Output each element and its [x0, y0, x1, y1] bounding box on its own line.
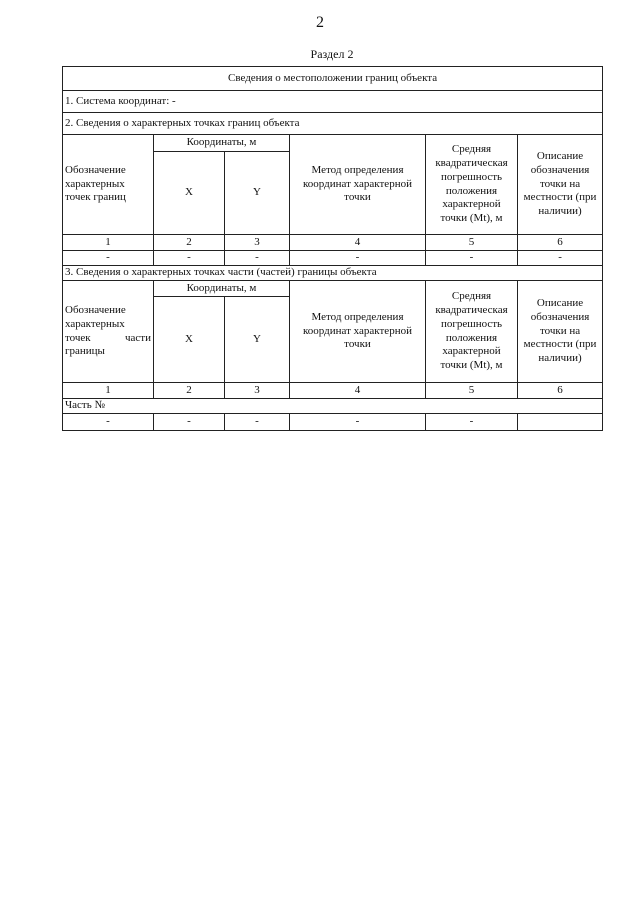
- parts-column-numbers-row: [63, 383, 603, 399]
- parts-error-header: Средняя квадратическая погрешность положения характерной точки (Mt), м: [426, 281, 518, 383]
- points-coordinates-header: Координаты, м: [154, 135, 290, 152]
- points-heading: 2. Сведения о характерных точках границ объекта: [63, 113, 603, 135]
- parts-method-header: Метод определения координат характерной точки: [290, 281, 426, 383]
- column-number: 2: [154, 235, 225, 251]
- parts-description-header: Описание обозначения точки на местности (при наличии): [518, 281, 603, 383]
- points-y-header: Y: [225, 152, 290, 235]
- coordinate-system-row: [63, 91, 603, 113]
- table-cell: -: [426, 251, 518, 266]
- parts-coordinates-header: Координаты, м: [154, 281, 290, 297]
- parts-x-header: X: [154, 297, 225, 383]
- table-cell: -: [290, 414, 426, 431]
- column-number: 3: [225, 383, 290, 399]
- column-number: 4: [290, 235, 426, 251]
- boundary-table: [62, 66, 603, 431]
- column-number: 6: [518, 383, 603, 399]
- column-number: 1: [63, 383, 154, 399]
- column-number: 3: [225, 235, 290, 251]
- points-heading-row: [63, 113, 603, 135]
- column-number: 5: [426, 383, 518, 399]
- table-cell: -: [426, 414, 518, 431]
- table-cell: -: [290, 251, 426, 266]
- table-cell: -: [63, 414, 154, 431]
- table-cell: -: [63, 251, 154, 266]
- points-data-row: [63, 251, 603, 266]
- table-title: Сведения о местоположении границ объекта: [63, 67, 603, 91]
- table-cell: -: [518, 251, 603, 266]
- part-label-row: [63, 399, 603, 414]
- column-number: 1: [63, 235, 154, 251]
- points-designation-header: Обозначение характерных точек границ: [63, 135, 154, 235]
- parts-y-header: Y: [225, 297, 290, 383]
- parts-data-row: [63, 414, 603, 431]
- table-cell: [518, 414, 603, 431]
- parts-heading-row: [63, 266, 603, 281]
- table-cell: -: [154, 251, 225, 266]
- coordinate-system: 1. Система координат: -: [63, 91, 603, 113]
- table-cell: -: [225, 251, 290, 266]
- column-number: 2: [154, 383, 225, 399]
- table-cell: -: [225, 414, 290, 431]
- points-x-header: X: [154, 152, 225, 235]
- column-number: 5: [426, 235, 518, 251]
- parts-heading: 3. Сведения о характерных точках части (частей) границы объекта: [63, 266, 603, 281]
- column-number: 4: [290, 383, 426, 399]
- points-column-numbers-row: [63, 235, 603, 251]
- column-number: 6: [518, 235, 603, 251]
- points-description-header: Описание обозначения точки на местности (при наличии): [518, 135, 603, 235]
- page-number: 2: [316, 14, 324, 31]
- points-header-row-1: [63, 135, 603, 152]
- table-title-row: [63, 67, 603, 91]
- table-cell: -: [154, 414, 225, 431]
- section-title: Раздел 2: [310, 47, 354, 61]
- parts-header-row-1: [63, 281, 603, 297]
- points-method-header: Метод определения координат характерной точки: [290, 135, 426, 235]
- parts-designation-header: Обозначение характерных точек части границы: [63, 281, 154, 383]
- points-error-header: Средняя квадратическая погрешность положения характерной точки (Mt), м: [426, 135, 518, 235]
- part-label: Часть №: [63, 399, 603, 414]
